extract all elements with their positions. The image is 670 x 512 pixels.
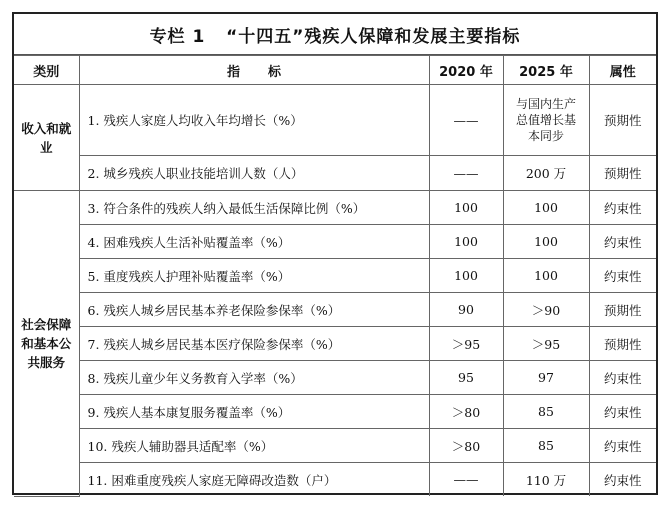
property: 预期性 xyxy=(589,293,656,327)
value-2025: ＞95 xyxy=(503,327,589,361)
value-2025: 85 xyxy=(503,395,589,429)
value-2020: ＞80 xyxy=(429,395,503,429)
header-2025: 2025 年 xyxy=(503,56,589,85)
value-2025 xyxy=(503,85,589,156)
property: 约束性 xyxy=(589,361,656,395)
indicator-name: 7. 残疾人城乡居民基本医疗保险参保率（%） xyxy=(79,327,429,361)
indicator-name: 8. 残疾儿童少年义务教育入学率（%） xyxy=(79,361,429,395)
table-row xyxy=(14,85,656,156)
indicator-name: 10. 残疾人辅助器具适配率（%） xyxy=(79,429,429,463)
property: 约束性 xyxy=(589,463,656,497)
value-2020: 95 xyxy=(429,361,503,395)
table-row xyxy=(14,259,656,293)
table-row xyxy=(14,191,656,225)
value-2025: 85 xyxy=(503,429,589,463)
indicator-name: 11. 困难重度残疾人家庭无障碍改造数（户） xyxy=(79,463,429,497)
value-2025: 110 万 xyxy=(503,463,589,497)
indicator-name: 6. 残疾人城乡居民基本养老保险参保率（%） xyxy=(79,293,429,327)
table-row xyxy=(14,327,656,361)
value-2020: —— xyxy=(429,463,503,497)
value-2025: 100 xyxy=(503,259,589,293)
header-category: 类别 xyxy=(14,56,79,85)
category-social xyxy=(14,191,79,497)
table-row xyxy=(14,361,656,395)
value-2020: ＞80 xyxy=(429,429,503,463)
category-income-label: 收入和就业 xyxy=(21,120,72,155)
value-2025: 100 xyxy=(503,225,589,259)
value-2020: 100 xyxy=(429,191,503,225)
table-row xyxy=(14,156,656,191)
table-row xyxy=(14,429,656,463)
table-row xyxy=(14,225,656,259)
table-row xyxy=(14,463,656,497)
category-income xyxy=(14,85,79,191)
property: 预期性 xyxy=(589,85,656,156)
property: 约束性 xyxy=(589,429,656,463)
indicator-table xyxy=(14,55,656,497)
property: 约束性 xyxy=(589,259,656,293)
header-indicator: 指标 xyxy=(79,56,429,85)
value-2025: 100 xyxy=(503,191,589,225)
table-row xyxy=(14,395,656,429)
value-2025: 97 xyxy=(503,361,589,395)
header-row xyxy=(14,56,656,85)
value-2020: —— xyxy=(429,156,503,191)
value-2020: 100 xyxy=(429,225,503,259)
value-2020: ＞95 xyxy=(429,327,503,361)
indicator-name: 1. 残疾人家庭人均收入年均增长（%） xyxy=(79,85,429,156)
value-2025-text: 与国内生产总值增长基本同步 xyxy=(515,97,576,143)
value-2020: —— xyxy=(429,85,503,156)
value-2020: 100 xyxy=(429,259,503,293)
table-row xyxy=(14,293,656,327)
header-2020: 2020 年 xyxy=(429,56,503,85)
indicator-name: 9. 残疾人基本康复服务覆盖率（%） xyxy=(79,395,429,429)
property: 约束性 xyxy=(589,191,656,225)
indicator-table-frame xyxy=(12,12,658,495)
indicator-name: 5. 重度残疾人护理补贴覆盖率（%） xyxy=(79,259,429,293)
indicator-name: 4. 困难残疾人生活补贴覆盖率（%） xyxy=(79,225,429,259)
indicator-name: 3. 符合条件的残疾人纳入最低生活保障比例（%） xyxy=(79,191,429,225)
category-social-label: 社会保障和基本公共服务 xyxy=(21,316,72,370)
value-2025: ＞90 xyxy=(503,293,589,327)
indicator-name: 2. 城乡残疾人职业技能培训人数（人） xyxy=(79,156,429,191)
property: 预期性 xyxy=(589,327,656,361)
property: 约束性 xyxy=(589,225,656,259)
value-2025: 200 万 xyxy=(503,156,589,191)
table-title: 专栏 1 “十四五”残疾人保障和发展主要指标 xyxy=(14,14,656,55)
property: 预期性 xyxy=(589,156,656,191)
property: 约束性 xyxy=(589,395,656,429)
value-2020: 90 xyxy=(429,293,503,327)
header-property: 属性 xyxy=(589,56,656,85)
